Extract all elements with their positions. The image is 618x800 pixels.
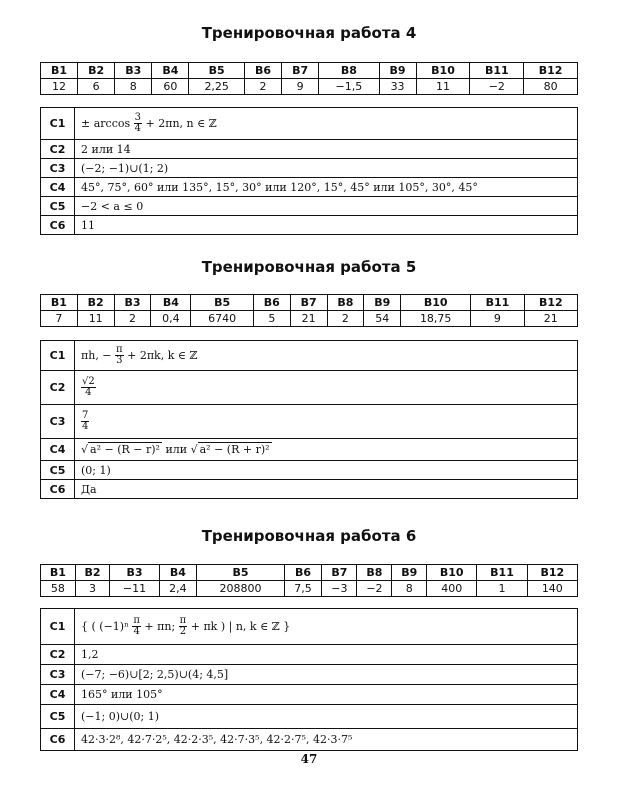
frac-num: 3	[134, 111, 141, 123]
c3-answer: (−2; −1)∪(1; 2)	[75, 159, 578, 178]
c-row	[41, 685, 578, 705]
c-label: C2	[41, 140, 75, 159]
work-4-title: Тренировочная работа 4	[201, 24, 417, 42]
c-row	[41, 609, 578, 645]
c-row	[41, 461, 578, 480]
b-header: B1	[41, 565, 76, 581]
fraction	[132, 616, 141, 638]
c-row	[41, 197, 578, 216]
fraction	[115, 345, 124, 367]
c1-prefix: ± arccos	[81, 116, 131, 130]
b-header: B9	[392, 565, 427, 581]
b-header: B4	[151, 295, 191, 311]
b-value: 60	[152, 79, 189, 95]
b-header: B12	[527, 565, 577, 581]
work-4-b-table	[40, 62, 578, 95]
c3-answer: (−7; −6)∪[2; 2,5)∪(4; 4,5]	[75, 665, 578, 685]
c-label: C4	[41, 439, 75, 461]
frac-num: 7	[82, 409, 89, 421]
c-label: C1	[41, 341, 75, 371]
c-row	[41, 480, 578, 499]
b-header: B3	[114, 295, 151, 311]
c4-left: a² − (R − r)²	[90, 443, 160, 456]
c3-answer	[75, 405, 578, 439]
b-header-row	[41, 565, 578, 581]
b-header: B11	[470, 63, 524, 79]
b-value: −3	[322, 581, 357, 597]
c1-answer	[75, 609, 578, 645]
b-value: 12	[41, 79, 78, 95]
b-value-row	[41, 581, 578, 597]
c-row	[41, 705, 578, 729]
sqrt-icon: √	[81, 443, 89, 456]
b-value: 6740	[191, 311, 254, 327]
frac-den: 4	[85, 387, 92, 398]
c-label: C4	[41, 685, 75, 705]
c1-prefix: πh, −	[81, 348, 112, 362]
c5-answer: (0; 1)	[75, 461, 578, 480]
c1-answer	[75, 108, 578, 140]
b-header: B9	[379, 63, 416, 79]
b-header: B2	[78, 63, 115, 79]
b-value: 208800	[197, 581, 284, 597]
b-header: B10	[427, 565, 477, 581]
b-header: B2	[75, 565, 110, 581]
b-value: 58	[41, 581, 76, 597]
b-value: 2,4	[159, 581, 197, 597]
b-value: 6	[78, 79, 115, 95]
b-header: B3	[115, 63, 152, 79]
b-value: 2	[327, 311, 364, 327]
c-label: C3	[41, 405, 75, 439]
c-label: C2	[41, 371, 75, 405]
c2-answer: 2 или 14	[75, 140, 578, 159]
c-label: C5	[41, 197, 75, 216]
b-header: B12	[524, 63, 578, 79]
b-header: B7	[322, 565, 357, 581]
work-5-c-table	[40, 340, 578, 499]
b-header-row	[41, 63, 578, 79]
c2-answer: 1,2	[75, 645, 578, 665]
c-label: C4	[41, 178, 75, 197]
frac-num: π	[133, 614, 140, 626]
b-header: B1	[41, 63, 78, 79]
c1-answer	[75, 341, 578, 371]
b-value: 140	[527, 581, 577, 597]
b-header: B6	[244, 63, 281, 79]
b-header: B2	[77, 295, 114, 311]
b-value: 7	[41, 311, 78, 327]
c1-close: + πk ) | n, k ∈ ℤ }	[190, 619, 291, 633]
c-label: C6	[41, 480, 75, 499]
c-label: C1	[41, 108, 75, 140]
b-value: 54	[364, 311, 401, 327]
b-value: 33	[379, 79, 416, 95]
b-header: B8	[319, 63, 379, 79]
work-6-b-table	[40, 564, 578, 597]
c-row	[41, 140, 578, 159]
c-row	[41, 108, 578, 140]
b-value: 9	[282, 79, 319, 95]
b-header: B4	[159, 565, 197, 581]
b-value-row	[41, 79, 578, 95]
b-value: 9	[471, 311, 524, 327]
b-header: B5	[197, 565, 284, 581]
b-value: 11	[416, 79, 470, 95]
c4-answer: 45°, 75°, 60° или 135°, 15°, 30° или 120°, 15°, 45° или 105°, 30°, 45°	[75, 178, 578, 197]
c5-answer: −2 < a ≤ 0	[75, 197, 578, 216]
c6-answer: 42·3·2⁸, 42·7·2⁵, 42·2·3⁵, 42·7·3⁵, 42·2·7⁵, 42·3·7⁵	[75, 729, 578, 751]
c6-answer: 11	[75, 216, 578, 235]
b-header: B9	[364, 295, 401, 311]
sqrt-icon: √	[190, 443, 198, 456]
c-row	[41, 405, 578, 439]
c4-answer: 165° или 105°	[75, 685, 578, 705]
b-header: B7	[290, 295, 327, 311]
c-label: C2	[41, 645, 75, 665]
b-value: −2	[470, 79, 524, 95]
c1-suffix: + 2πn, n ∈ ℤ	[145, 116, 217, 130]
b-header: B11	[471, 295, 524, 311]
work-6-c-table	[40, 608, 578, 751]
page-number: 47	[300, 752, 318, 766]
b-header-row	[41, 295, 578, 311]
c-row	[41, 159, 578, 178]
b-header: B7	[282, 63, 319, 79]
c4-or: или	[165, 443, 188, 456]
frac-den: 2	[179, 626, 187, 637]
b-header: B5	[191, 295, 254, 311]
c4-right: a² − (R + r)²	[199, 443, 270, 456]
b-header: B11	[477, 565, 527, 581]
b-value-row	[41, 311, 578, 327]
c6-answer: Да	[75, 480, 578, 499]
c5-answer: (−1; 0)∪(0; 1)	[75, 705, 578, 729]
work-4-c-table	[40, 107, 578, 235]
c-label: C6	[41, 729, 75, 751]
b-value: 2	[114, 311, 151, 327]
fraction	[81, 411, 89, 433]
b-header: B10	[416, 63, 470, 79]
frac-den: 4	[134, 123, 141, 134]
c-label: C6	[41, 216, 75, 235]
b-header: B3	[110, 565, 159, 581]
c1-suffix: + 2πk, k ∈ ℤ	[127, 348, 198, 362]
c-label: C3	[41, 159, 75, 178]
b-value: 8	[392, 581, 427, 597]
b-value: 21	[290, 311, 327, 327]
c-row	[41, 371, 578, 405]
c1-open: { ( (−1)ⁿ	[81, 619, 129, 633]
b-header: B8	[357, 565, 392, 581]
c-row	[41, 645, 578, 665]
frac-num: π	[179, 614, 187, 626]
b-value: 3	[75, 581, 110, 597]
b-value: 8	[115, 79, 152, 95]
b-header: B1	[41, 295, 78, 311]
b-header: B12	[524, 295, 577, 311]
b-header: B4	[152, 63, 189, 79]
frac-den: 4	[82, 421, 89, 432]
c1-mid: + πn;	[144, 619, 176, 633]
b-value: 0,4	[151, 311, 191, 327]
frac-num: √2	[82, 375, 95, 387]
b-value: −11	[110, 581, 159, 597]
b-value: 1	[477, 581, 527, 597]
frac-num: π	[116, 343, 123, 355]
b-value: −1,5	[319, 79, 379, 95]
frac-den: 4	[133, 626, 140, 637]
b-header: B5	[189, 63, 245, 79]
c-row	[41, 729, 578, 751]
frac-den: 3	[116, 355, 123, 366]
b-header: B10	[401, 295, 471, 311]
c-row	[41, 665, 578, 685]
b-value: 21	[524, 311, 577, 327]
b-value: 80	[524, 79, 578, 95]
b-value: 18,75	[401, 311, 471, 327]
c-label: C1	[41, 609, 75, 645]
work-6-title: Тренировочная работа 6	[201, 527, 417, 545]
b-header: B6	[253, 295, 290, 311]
c4-answer	[75, 439, 578, 461]
b-value: 5	[253, 311, 290, 327]
b-value: 7,5	[284, 581, 322, 597]
b-header: B8	[327, 295, 364, 311]
c-row	[41, 216, 578, 235]
b-header: B6	[284, 565, 322, 581]
work-5-b-table	[40, 294, 578, 327]
b-value: 2,25	[189, 79, 245, 95]
b-value: 11	[77, 311, 114, 327]
b-value: 2	[244, 79, 281, 95]
b-value: 400	[427, 581, 477, 597]
c-label: C5	[41, 705, 75, 729]
c-label: C3	[41, 665, 75, 685]
fraction	[179, 616, 188, 638]
c2-answer	[75, 371, 578, 405]
work-5-title: Тренировочная работа 5	[201, 258, 417, 276]
c-label: C5	[41, 461, 75, 480]
fraction	[81, 377, 96, 399]
c-row	[41, 178, 578, 197]
b-value: −2	[357, 581, 392, 597]
c-row	[41, 439, 578, 461]
fraction	[134, 113, 142, 135]
c-row	[41, 341, 578, 371]
